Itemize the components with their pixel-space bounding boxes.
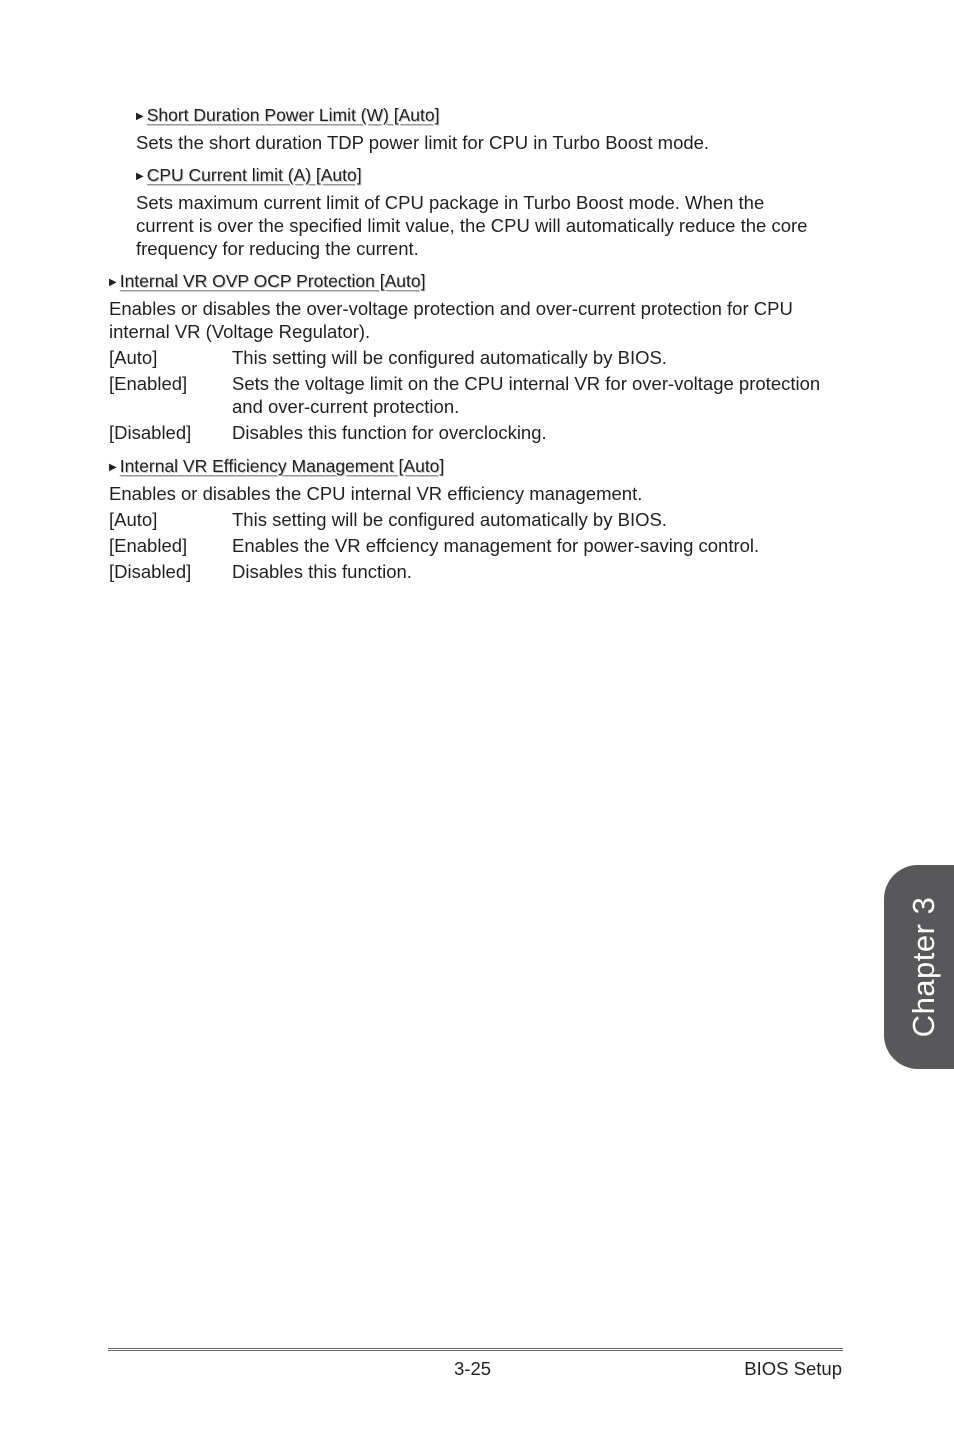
option-value-line: This setting will be configured automatically by BIOS.	[232, 509, 667, 530]
option-row	[109, 534, 854, 557]
page-number: 3-25	[454, 1358, 492, 1379]
option-row	[109, 560, 854, 583]
setting-heading	[109, 270, 854, 293]
option-row	[109, 421, 854, 444]
option-key: [Enabled]	[109, 373, 188, 394]
setting-heading	[109, 455, 854, 478]
option-value-line: Sets the voltage limit on the CPU internal VR for over-voltage protection	[232, 373, 821, 394]
option-value-line: and over-current protection.	[232, 396, 460, 417]
setting-description	[136, 191, 856, 260]
setting-heading-label: Internal VR OVP OCP Protection [Auto]	[119, 271, 426, 291]
option-value	[232, 346, 854, 369]
option-key: [Disabled]	[109, 561, 192, 582]
option-value	[232, 508, 854, 531]
option-key: [Enabled]	[109, 535, 188, 556]
description-line: Enables or disables the over-voltage protection and over-current protection for CPU	[109, 298, 793, 319]
option-key: [Auto]	[109, 509, 158, 530]
section-short-duration-power-limit	[136, 104, 856, 154]
setting-heading-label: Internal VR Efficiency Management [Auto]	[119, 456, 445, 476]
setting-heading-label: CPU Current limit (A) [Auto]	[146, 165, 362, 185]
section-internal-vr-efficiency	[109, 455, 854, 583]
option-key: [Disabled]	[109, 422, 192, 443]
option-value	[232, 560, 854, 583]
triangle-right-icon: ▶	[109, 462, 117, 473]
option-value	[232, 421, 854, 444]
setting-description: Sets the short duration TDP power limit for CPU in Turbo Boost mode.	[136, 132, 710, 153]
option-row	[109, 346, 854, 369]
triangle-right-icon: ▶	[136, 111, 144, 122]
option-value-line: Disables this function.	[232, 561, 412, 582]
option-row	[109, 372, 854, 418]
description-line: frequency for reducing the current.	[136, 238, 419, 259]
option-value	[232, 534, 854, 557]
chapter-tab	[884, 865, 954, 1069]
option-row	[109, 508, 854, 531]
option-value-line: This setting will be configured automatically by BIOS.	[232, 347, 667, 368]
description-line: Sets maximum current limit of CPU package in Turbo Boost mode. When the	[136, 192, 765, 213]
setting-description	[109, 297, 854, 343]
triangle-right-icon: ▶	[136, 171, 144, 182]
setting-heading	[136, 164, 856, 187]
setting-heading-label: Short Duration Power Limit (W) [Auto]	[146, 105, 440, 125]
description-line: current is over the specified limit value, the CPU will automatically reduce the core	[136, 215, 808, 236]
section-cpu-current-limit	[136, 164, 856, 260]
option-value-line: Enables the VR effciency management for power-saving control.	[232, 535, 760, 556]
chapter-tab-label: Chapter 3	[906, 896, 941, 1038]
option-value	[232, 372, 854, 418]
description-line: internal VR (Voltage Regulator).	[109, 321, 371, 342]
footer-divider	[108, 1348, 843, 1351]
setting-heading	[136, 104, 856, 127]
footer-section-title: BIOS Setup	[744, 1358, 842, 1379]
triangle-right-icon: ▶	[109, 277, 117, 288]
option-key: [Auto]	[109, 347, 158, 368]
section-internal-vr-ovp-ocp	[109, 270, 854, 444]
setting-description: Enables or disables the CPU internal VR efficiency management.	[109, 483, 643, 504]
option-value-line: Disables this function for overclocking.	[232, 422, 547, 443]
